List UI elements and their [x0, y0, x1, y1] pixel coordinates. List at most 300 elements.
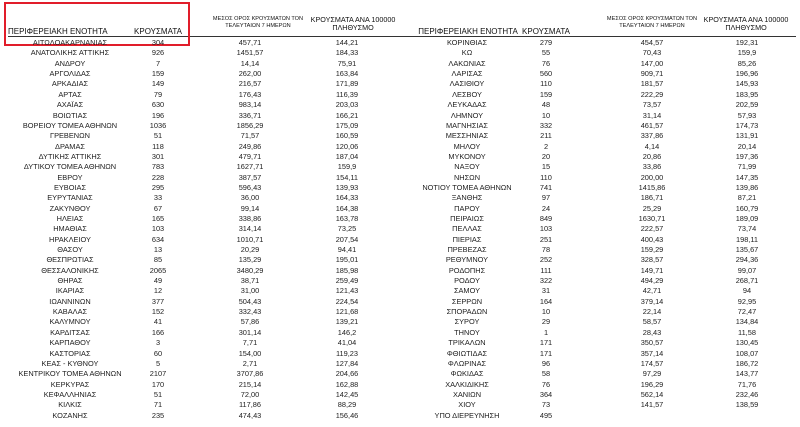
- right-row-35-per100k: 138,59: [735, 400, 759, 410]
- right-row-2-region: ΛΑΚΩΝΙΑΣ: [448, 58, 486, 68]
- right-row-12-cases: 15: [541, 162, 551, 172]
- right-row-17-region: ΠΕΙΡΑΙΩΣ: [450, 213, 484, 223]
- right-row-0-cases: 279: [539, 38, 553, 47]
- right-row-33-cases: 76: [541, 379, 551, 389]
- left-row-1-per100k: 184,33: [335, 48, 359, 58]
- right-row-20-region: ΠΡΕΒΕΖΑΣ: [447, 245, 487, 254]
- left-row-15-cases: 33: [153, 193, 163, 203]
- left-row-32-per100k: 204,66: [335, 369, 359, 379]
- left-row-17-cases: 165: [151, 213, 165, 223]
- left-row-9-cases: 51: [153, 131, 163, 141]
- right-row-34-region: ΧΑΝΙΩΝ: [452, 389, 482, 399]
- left-row-19-cases: 634: [151, 234, 165, 244]
- right-row-26-region: ΣΠΟΡΑΔΩΝ: [446, 307, 488, 317]
- right-row-0-per100k: 192,31: [735, 38, 759, 47]
- right-row-29-avg7: 350,57: [640, 338, 664, 348]
- left-row-11-cases: 301: [151, 151, 165, 161]
- right-row-19-avg7: 400,43: [640, 234, 664, 244]
- left-row-25-avg7: 504,43: [238, 296, 262, 306]
- right-row-5-per100k: 183,95: [735, 89, 759, 99]
- right-row-21-per100k: 294,36: [735, 255, 759, 265]
- right-row-7-per100k: 57,93: [737, 110, 757, 120]
- right-row-9-per100k: 131,91: [735, 131, 759, 141]
- left-row-20-avg7: 20,29: [240, 245, 260, 254]
- right-row-18-cases: 103: [539, 224, 553, 234]
- right-row-19-per100k: 198,11: [735, 234, 759, 244]
- left-row-8-avg7: 1856,29: [236, 120, 264, 130]
- left-row-27-cases: 41: [153, 317, 163, 327]
- left-row-33-cases: 170: [151, 379, 165, 389]
- right-row-13-region: ΝΗΣΩΝ: [453, 172, 481, 182]
- left-row-24-per100k: 121,43: [335, 286, 359, 296]
- right-row-21-cases: 252: [539, 255, 553, 265]
- right-row-2-per100k: 85,26: [737, 58, 757, 68]
- left-row-32-cases: 2107: [149, 369, 167, 379]
- right-row-32-cases: 58: [541, 369, 551, 379]
- right-row-21-avg7: 328,57: [640, 255, 664, 265]
- left-row-14-per100k: 139,93: [335, 182, 359, 192]
- right-row-12-avg7: 33,86: [642, 162, 662, 172]
- right-row-9-region: ΜΕΣΣΗΝΙΑΣ: [445, 131, 489, 141]
- right-row-14-region: ΝΟΤΙΟΥ ΤΟΜΕΑ ΑΘΗΝΩΝ: [422, 182, 512, 192]
- left-row-25-region: ΙΩΑΝΝΙΝΩΝ: [49, 296, 91, 306]
- left-row-20-region: ΘΑΣΟΥ: [57, 245, 83, 254]
- right-row-10-per100k: 20,14: [737, 141, 757, 151]
- left-row-15-per100k: 164,33: [335, 193, 359, 203]
- left-row-18-region: ΗΜΑΘΙΑΣ: [53, 224, 87, 234]
- left-row-21-cases: 85: [153, 255, 163, 265]
- left-row-19-region: ΗΡΑΚΛΕΙΟΥ: [49, 234, 91, 244]
- left-row-33-region: ΚΕΡΚΥΡΑΣ: [50, 379, 90, 389]
- left-row-22-per100k: 185,98: [335, 265, 359, 275]
- left-row-12-per100k: 159,9: [337, 162, 357, 172]
- right-row-8-avg7: 461,57: [640, 120, 664, 130]
- right-row-4-per100k: 145,93: [735, 79, 759, 89]
- left-row-30-per100k: 119,23: [335, 348, 359, 358]
- right-header-per100k: ΚΡΟΥΣΜΑΤΑ ΑΝΑ 100000 ΠΛΗΘΥΣΜΟ: [703, 15, 789, 32]
- right-row-31-region: ΦΛΩΡΙΝΑΣ: [447, 358, 487, 368]
- left-row-29-region: ΚΑΡΠΑΘΟΥ: [49, 338, 91, 348]
- right-row-11-avg7: 20,86: [642, 151, 662, 161]
- left-row-32-avg7: 3707,86: [236, 369, 264, 379]
- right-row-10-region: ΜΗΛΟΥ: [453, 141, 481, 151]
- left-row-2-cases: 7: [155, 58, 161, 68]
- right-row-10-avg7: 4,14: [644, 141, 660, 151]
- left-row-18-cases: 103: [151, 224, 165, 234]
- right-row-24-avg7: 42,71: [642, 286, 662, 296]
- left-row-21-region: ΘΕΣΠΡΩΤΙΑΣ: [46, 255, 94, 265]
- left-row-28-region: ΚΑΡΔΙΤΣΑΣ: [50, 327, 90, 337]
- left-row-25-cases: 377: [151, 296, 165, 306]
- left-row-31-cases: 5: [155, 358, 161, 368]
- right-row-32-per100k: 143,77: [735, 369, 759, 379]
- left-row-34-cases: 51: [153, 389, 163, 399]
- left-row-3-region: ΑΡΓΟΛΙΔΑΣ: [49, 69, 91, 78]
- left-row-26-avg7: 332,43: [238, 307, 262, 317]
- left-row-27-avg7: 57,86: [240, 317, 260, 327]
- left-row-2-per100k: 75,91: [337, 58, 357, 68]
- left-row-30-cases: 60: [153, 348, 163, 358]
- right-row-36-region: ΥΠΟ ΔΙΕΡΕΥΝΗΣΗ: [434, 410, 500, 420]
- left-row-28-avg7: 301,14: [238, 327, 262, 337]
- left-row-31-per100k: 127,84: [335, 358, 359, 368]
- left-row-3-avg7: 262,00: [238, 69, 262, 78]
- left-row-19-avg7: 1010,71: [236, 234, 264, 244]
- right-row-28-avg7: 28,43: [642, 327, 662, 337]
- right-row-7-region: ΛΗΜΝΟΥ: [450, 110, 484, 120]
- right-row-1-region: ΚΩ: [461, 48, 473, 58]
- right-row-25-avg7: 379,14: [640, 296, 664, 306]
- left-row-15-avg7: 36,00: [240, 193, 260, 203]
- right-row-24-per100k: 94: [742, 286, 752, 296]
- left-row-3-per100k: 163,84: [335, 69, 359, 78]
- left-row-27-per100k: 139,21: [335, 317, 359, 327]
- left-row-10-region: ΔΡΑΜΑΣ: [55, 141, 85, 151]
- left-row-6-per100k: 203,03: [335, 100, 359, 110]
- right-row-27-cases: 29: [541, 317, 551, 327]
- right-row-3-per100k: 196,96: [735, 69, 759, 78]
- left-row-7-region: ΒΟΙΩΤΙΑΣ: [52, 110, 88, 120]
- right-row-4-region: ΛΑΣΙΘΙΟΥ: [449, 79, 485, 89]
- left-row-31-region: ΚΕΑΣ - ΚΥΘΝΟΥ: [41, 358, 99, 368]
- right-row-1-per100k: 159,9: [737, 48, 757, 58]
- left-row-22-cases: 2065: [149, 265, 167, 275]
- right-row-33-region: ΧΑΛΚΙΔΙΚΗΣ: [445, 379, 489, 389]
- left-row-30-region: ΚΑΣΤΟΡΙΑΣ: [49, 348, 91, 358]
- right-row-30-region: ΦΘΙΩΤΙΔΑΣ: [446, 348, 488, 358]
- right-row-9-avg7: 337,86: [640, 131, 664, 141]
- right-row-26-avg7: 22,14: [642, 307, 662, 317]
- left-row-10-per100k: 120,06: [335, 141, 359, 151]
- right-row-30-per100k: 108,07: [735, 348, 759, 358]
- left-row-13-cases: 228: [151, 172, 165, 182]
- left-row-20-cases: 13: [153, 245, 163, 254]
- right-row-25-region: ΣΕΡΡΩΝ: [451, 296, 483, 306]
- right-row-16-avg7: 25,29: [642, 203, 662, 213]
- right-row-27-region: ΣΥΡΟΥ: [454, 317, 480, 327]
- right-row-2-cases: 76: [541, 58, 551, 68]
- right-row-25-per100k: 92,95: [737, 296, 757, 306]
- right-header-rule: [408, 36, 796, 37]
- right-row-32-region: ΦΩΚΙΔΑΣ: [450, 369, 484, 379]
- left-row-0-region: ΑΙΤΩΛΟΑΚΑΡΝΑΝΙΑΣ: [32, 38, 108, 47]
- right-row-21-region: ΡΕΘΥΜΝΟΥ: [445, 255, 489, 265]
- right-row-19-region: ΠΙΕΡΙΑΣ: [452, 234, 482, 244]
- left-row-14-avg7: 596,43: [238, 182, 262, 192]
- left-row-5-avg7: 176,43: [238, 89, 262, 99]
- right-row-6-avg7: 73,57: [642, 100, 662, 110]
- right-row-20-per100k: 135,67: [735, 245, 759, 254]
- left-row-31-avg7: 2,71: [242, 358, 258, 368]
- right-header-avg7: ΜΕΣΟΣ ΟΡΟΣ ΚΡΟΥΣΜΑΤΩΝ ΤΟΝ ΤΕΛΕΥΤΑΙΩΝ 7 ΗΜΕΡΩΝ: [606, 16, 698, 29]
- left-row-8-cases: 1036: [149, 120, 167, 130]
- right-row-15-region: ΞΑΝΘΗΣ: [451, 193, 483, 203]
- right-row-23-cases: 322: [539, 276, 553, 285]
- left-row-4-per100k: 171,89: [335, 79, 359, 89]
- left-row-16-cases: 67: [153, 203, 163, 213]
- right-row-5-region: ΛΕΣΒΟΥ: [452, 89, 482, 99]
- right-row-29-per100k: 130,45: [735, 338, 759, 348]
- left-row-7-per100k: 166,21: [335, 110, 359, 120]
- left-row-6-region: ΑΧΑΪΑΣ: [56, 100, 84, 110]
- right-row-22-cases: 111: [540, 265, 552, 275]
- right-row-11-per100k: 197,36: [735, 151, 759, 161]
- right-row-16-cases: 24: [541, 203, 551, 213]
- left-row-33-per100k: 162,88: [335, 379, 359, 389]
- left-row-9-avg7: 71,57: [240, 131, 260, 141]
- right-row-5-avg7: 222,29: [640, 89, 664, 99]
- right-row-18-per100k: 73,74: [737, 224, 757, 234]
- left-row-11-per100k: 187,04: [335, 151, 359, 161]
- left-row-22-region: ΘΕΣΣΑΛΟΝΙΚΗΣ: [41, 265, 99, 275]
- right-row-2-avg7: 147,00: [640, 58, 664, 68]
- right-row-14-cases: 741: [539, 182, 553, 192]
- right-row-8-per100k: 174,73: [735, 120, 759, 130]
- right-row-28-region: ΤΗΝΟΥ: [454, 327, 480, 337]
- left-row-14-cases: 295: [151, 182, 165, 192]
- left-row-29-per100k: 41,04: [337, 338, 357, 348]
- left-row-26-region: ΚΑΒΑΛΑΣ: [52, 307, 88, 317]
- left-row-12-cases: 783: [151, 162, 165, 172]
- left-row-14-region: ΕΥΒΟΙΑΣ: [53, 182, 87, 192]
- right-header-region: ΠΕΡΙΦΕΡΕΙΑΚΗ ΕΝΟΤΗΤΑ: [418, 27, 518, 36]
- left-header-region: ΠΕΡΙΦΕΡΕΙΑΚΗ ΕΝΟΤΗΤΑ: [8, 27, 108, 36]
- right-row-31-cases: 96: [541, 358, 551, 368]
- right-row-16-per100k: 160,79: [735, 203, 759, 213]
- right-row-13-cases: 110: [540, 172, 552, 182]
- left-row-34-per100k: 142,45: [335, 389, 359, 399]
- left-row-11-avg7: 479,71: [238, 151, 262, 161]
- left-row-18-avg7: 314,14: [238, 224, 262, 234]
- left-row-17-avg7: 338,86: [238, 213, 262, 223]
- left-row-1-cases: 926: [151, 48, 165, 58]
- right-row-4-avg7: 181,57: [640, 79, 664, 89]
- left-row-23-cases: 49: [153, 276, 163, 285]
- right-row-23-per100k: 268,71: [735, 276, 759, 285]
- left-row-5-per100k: 116,39: [335, 89, 359, 99]
- right-row-24-region: ΣΑΜΟΥ: [453, 286, 481, 296]
- right-row-13-avg7: 200,00: [640, 172, 664, 182]
- right-row-29-cases: 171: [539, 338, 553, 348]
- right-row-26-cases: 10: [541, 307, 551, 317]
- right-row-18-avg7: 222,57: [640, 224, 664, 234]
- left-row-35-avg7: 117,86: [238, 400, 262, 410]
- right-row-27-per100k: 134,84: [735, 317, 759, 327]
- left-header-avg7: ΜΕΣΟΣ ΟΡΟΣ ΚΡΟΥΣΜΑΤΩΝ ΤΟΝ ΤΕΛΕΥΤΑΙΩΝ 7 ΗΜΕΡΩΝ: [212, 16, 304, 29]
- left-row-10-avg7: 249,86: [238, 141, 262, 151]
- right-row-10-cases: 2: [543, 141, 549, 151]
- right-row-6-cases: 48: [541, 100, 551, 110]
- right-row-7-avg7: 31,14: [642, 110, 662, 120]
- left-row-23-region: ΘΗΡΑΣ: [57, 276, 83, 285]
- right-row-18-region: ΠΕΛΛΑΣ: [452, 224, 482, 234]
- left-row-23-per100k: 259,49: [335, 276, 359, 285]
- left-row-7-avg7: 336,71: [238, 110, 262, 120]
- right-row-3-cases: 560: [539, 69, 553, 78]
- left-row-9-region: ΓΡΕΒΕΝΩΝ: [50, 131, 90, 141]
- left-row-2-avg7: 14,14: [240, 58, 260, 68]
- left-row-4-avg7: 216,57: [238, 79, 262, 89]
- right-row-20-cases: 78: [541, 245, 551, 254]
- right-row-8-cases: 332: [539, 120, 553, 130]
- left-row-4-cases: 149: [151, 79, 165, 89]
- left-row-24-avg7: 31,00: [240, 286, 260, 296]
- left-row-16-per100k: 164,38: [335, 203, 359, 213]
- left-row-17-per100k: 163,78: [335, 213, 359, 223]
- right-row-32-avg7: 97,29: [642, 369, 662, 379]
- left-row-15-region: ΕΥΡΥΤΑΝΙΑΣ: [47, 193, 93, 203]
- left-row-34-region: ΚΕΦΑΛΛΗΝΙΑΣ: [43, 389, 97, 399]
- right-row-17-per100k: 189,09: [735, 213, 759, 223]
- right-row-30-avg7: 357,14: [640, 348, 664, 358]
- left-row-36-per100k: 156,46: [335, 410, 359, 420]
- right-row-26-per100k: 72,47: [737, 307, 757, 317]
- left-row-1-avg7: 1451,57: [236, 48, 264, 58]
- left-row-4-region: ΑΡΚΑΔΙΑΣ: [51, 79, 89, 89]
- right-row-5-cases: 159: [539, 89, 553, 99]
- left-row-12-region: ΔΥΤΙΚΟΥ ΤΟΜΕΑ ΑΘΗΝΩΝ: [23, 162, 117, 172]
- right-row-11-cases: 20: [541, 151, 551, 161]
- right-header-cases: ΚΡΟΥΣΜΑΤΑ: [522, 27, 570, 36]
- left-row-28-per100k: 146,2: [337, 327, 357, 337]
- left-row-0-avg7: 457,71: [238, 38, 262, 47]
- left-row-0-per100k: 144,21: [335, 38, 359, 47]
- right-row-35-avg7: 141,57: [640, 400, 664, 410]
- left-row-6-cases: 630: [151, 100, 165, 110]
- left-row-26-per100k: 121,68: [335, 307, 359, 317]
- left-row-35-region: ΚΙΛΚΙΣ: [58, 400, 82, 410]
- right-row-28-per100k: 11,58: [738, 327, 756, 337]
- left-row-18-per100k: 73,25: [337, 224, 357, 234]
- left-row-36-cases: 235: [151, 410, 165, 420]
- right-row-7-cases: 10: [541, 110, 551, 120]
- right-row-31-avg7: 174,57: [640, 358, 664, 368]
- left-row-32-region: ΚΕΝΤΡΙΚΟΥ ΤΟΜΕΑ ΑΘΗΝΩΝ: [18, 369, 122, 379]
- right-row-22-region: ΡΟΔΟΠΗΣ: [448, 265, 486, 275]
- left-row-29-cases: 3: [155, 338, 161, 348]
- right-row-27-avg7: 58,57: [642, 317, 662, 327]
- right-row-0-region: ΚΟΡΙΝΘΙΑΣ: [446, 38, 488, 47]
- left-row-28-cases: 166: [151, 327, 165, 337]
- right-row-25-cases: 164: [539, 296, 553, 306]
- right-row-3-avg7: 909,71: [640, 69, 664, 78]
- right-row-33-avg7: 196,29: [640, 379, 664, 389]
- right-row-28-cases: 1: [543, 327, 549, 337]
- right-row-8-region: ΜΑΓΝΗΣΙΑΣ: [446, 120, 488, 130]
- left-row-34-avg7: 72,00: [240, 389, 260, 399]
- left-row-25-per100k: 224,54: [335, 296, 359, 306]
- left-row-2-region: ΑΝΔΡΟΥ: [54, 58, 86, 68]
- right-row-35-region: ΧΙΟΥ: [458, 400, 476, 410]
- right-row-17-avg7: 1630,71: [638, 213, 666, 223]
- right-row-6-per100k: 202,59: [735, 100, 759, 110]
- left-row-33-avg7: 215,14: [238, 379, 262, 389]
- right-row-1-avg7: 70,43: [642, 48, 662, 58]
- left-row-8-region: ΒΟΡΕΙΟΥ ΤΟΜΕΑ ΑΘΗΝΩΝ: [22, 120, 118, 130]
- left-row-10-cases: 118: [152, 141, 164, 151]
- right-row-20-avg7: 159,29: [640, 245, 664, 254]
- right-row-0-avg7: 454,57: [640, 38, 664, 47]
- right-row-15-per100k: 87,21: [737, 193, 757, 203]
- right-row-23-region: ΡΟΔΟΥ: [454, 276, 480, 285]
- left-row-22-avg7: 3480,29: [236, 265, 264, 275]
- right-row-9-cases: 211: [540, 131, 552, 141]
- right-row-30-cases: 171: [539, 348, 553, 358]
- left-row-9-per100k: 160,59: [335, 131, 359, 141]
- left-row-27-region: ΚΑΛΥΜΝΟΥ: [49, 317, 91, 327]
- right-row-15-avg7: 186,71: [640, 193, 664, 203]
- left-row-20-per100k: 94,41: [337, 245, 357, 254]
- left-row-16-region: ΖΑΚΥΝΘΟΥ: [49, 203, 91, 213]
- left-row-26-cases: 152: [151, 307, 165, 317]
- left-row-21-per100k: 195,01: [335, 255, 359, 265]
- right-row-23-avg7: 494,29: [640, 276, 664, 285]
- left-row-7-cases: 196: [151, 110, 165, 120]
- left-row-19-per100k: 207,54: [335, 234, 359, 244]
- right-row-22-per100k: 99,07: [737, 265, 757, 275]
- left-row-13-per100k: 154,11: [335, 172, 359, 182]
- left-row-36-avg7: 474,43: [238, 410, 262, 420]
- right-row-19-cases: 251: [539, 234, 553, 244]
- right-row-33-per100k: 71,76: [737, 379, 757, 389]
- left-header-per100k: ΚΡΟΥΣΜΑΤΑ ΑΝΑ 100000 ΠΛΗΘΥΣΜΟ: [310, 15, 396, 32]
- right-row-34-per100k: 232,46: [735, 389, 759, 399]
- right-row-22-avg7: 149,71: [640, 265, 664, 275]
- right-row-14-per100k: 139,86: [735, 182, 759, 192]
- right-row-15-cases: 97: [541, 193, 551, 203]
- right-row-31-per100k: 186,72: [735, 358, 759, 368]
- left-row-36-region: ΚΟΖΑΝΗΣ: [52, 410, 88, 420]
- left-header-cases: ΚΡΟΥΣΜΑΤΑ: [134, 27, 182, 36]
- right-row-12-per100k: 71,99: [737, 162, 757, 172]
- right-row-6-region: ΛΕΥΚΑΔΑΣ: [447, 100, 487, 110]
- right-row-3-region: ΛΑΡΙΣΑΣ: [451, 69, 483, 78]
- left-row-12-avg7: 1627,71: [236, 162, 264, 172]
- left-row-24-cases: 12: [153, 286, 163, 296]
- right-row-4-cases: 110: [540, 79, 552, 89]
- right-row-1-cases: 55: [541, 48, 551, 58]
- right-row-16-region: ΠΑΡΟΥ: [454, 203, 480, 213]
- left-row-5-cases: 79: [153, 89, 163, 99]
- left-row-30-avg7: 154,00: [238, 348, 262, 358]
- right-row-11-region: ΜΥΚΟΝΟΥ: [448, 151, 486, 161]
- right-row-29-region: ΤΡΙΚΑΛΩΝ: [448, 338, 486, 348]
- left-row-5-region: ΑΡΤΑΣ: [58, 89, 82, 99]
- left-row-13-avg7: 387,57: [238, 172, 262, 182]
- left-row-35-per100k: 88,29: [337, 400, 357, 410]
- right-row-34-avg7: 562,14: [640, 389, 664, 399]
- left-row-0-cases: 304: [151, 38, 165, 47]
- left-row-6-avg7: 983,14: [238, 100, 262, 110]
- right-row-13-per100k: 147,35: [735, 172, 759, 182]
- left-row-3-cases: 159: [151, 69, 165, 78]
- left-row-13-region: ΕΒΡΟΥ: [57, 172, 83, 182]
- left-row-24-region: ΙΚΑΡΙΑΣ: [55, 286, 85, 296]
- right-row-24-cases: 31: [541, 286, 551, 296]
- left-row-1-region: ΑΝΑΤΟΛΙΚΗΣ ΑΤΤΙΚΗΣ: [30, 48, 110, 58]
- right-row-34-cases: 364: [539, 389, 553, 399]
- right-row-12-region: ΝΑΞΟΥ: [454, 162, 480, 172]
- left-row-11-region: ΔΥΤΙΚΗΣ ΑΤΤΙΚΗΣ: [38, 151, 102, 161]
- left-row-17-region: ΗΛΕΙΑΣ: [56, 213, 84, 223]
- left-row-16-avg7: 99,14: [240, 203, 260, 213]
- left-row-23-avg7: 38,71: [240, 276, 260, 285]
- right-row-14-avg7: 1415,86: [638, 182, 666, 192]
- right-row-17-cases: 849: [539, 213, 553, 223]
- left-row-29-avg7: 7,71: [242, 338, 258, 348]
- left-row-21-avg7: 135,29: [238, 255, 262, 265]
- right-row-35-cases: 73: [541, 400, 551, 410]
